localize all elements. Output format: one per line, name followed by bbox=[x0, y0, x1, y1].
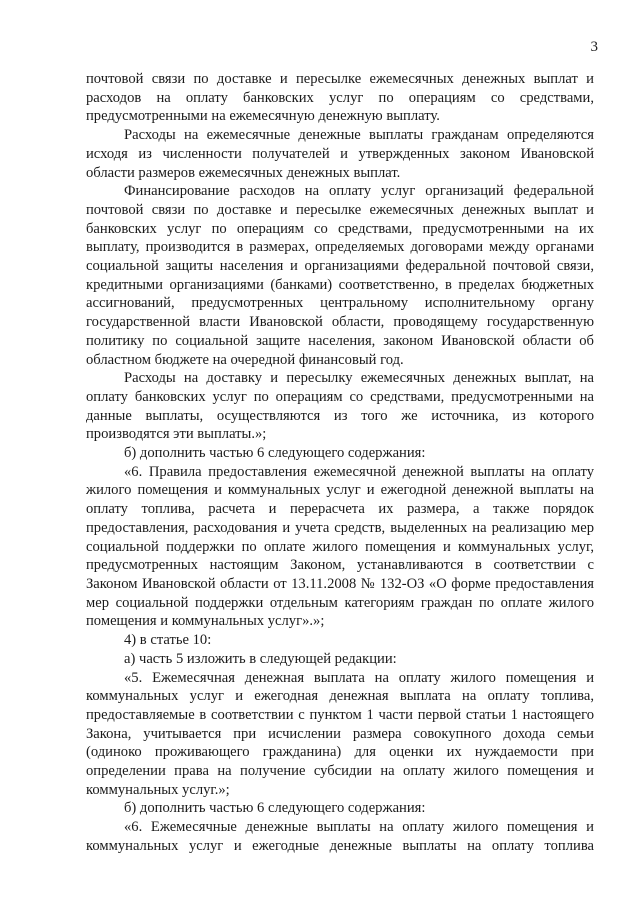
paragraph: «6. Ежемесячные денежные выплаты на оплату жилого помещения и коммунальных услуг и ежегодные денежные выплаты на оплату топлива bbox=[86, 819, 594, 854]
document-body bbox=[86, 70, 594, 856]
page-number: 3 bbox=[590, 39, 598, 55]
paragraph: б) дополнить частью 6 следующего содержания: bbox=[124, 800, 426, 817]
paragraph: Финансирование расходов на оплату услуг организаций федеральной почтовой связи по доставке и пересылке ежемесячных денежных выплат и банковских услуг по операциям со средствами, предусмотренными на их выплату, производится в размерах, определяемых договорами между органами социальной защиты населения и организациями федеральной почтовой связи, кредитными организациями (банками) соответственно, в пределах бюджетных ассигнований, предусмотренных центральному исполнительному органу государственной власти Ивановской области, проводящему государственную политику по социальной защите населения, законом Ивановской области об областном бюджете на очередной финансовый год. bbox=[86, 183, 594, 368]
paragraph: б) дополнить частью 6 следующего содержания: bbox=[124, 445, 426, 462]
paragraph: Расходы на ежемесячные денежные выплаты гражданам определяются исходя из численности получателей и утвержденных законом Ивановской области размеров ежемесячных денежных выплат. bbox=[86, 127, 594, 181]
paragraph: «5. Ежемесячная денежная выплата на оплату жилого помещения и коммунальных услуг и ежегодная денежная выплата на оплату топлива, предоставляемые в соответствии с пунктом 1 части первой статьи 1 настоящего Закона, учитывается при исчислении размера совокупного дохода семьи (одиноко проживающего гражданина) для оценки их нуждаемости при определении права на получение субсидии на оплату жилого помещения и коммунальных услуг.»; bbox=[86, 669, 594, 798]
paragraph: Расходы на доставку и пересылку ежемесячных денежных выплат, на оплату банковских услуг по операциям со средствами, предусмотренными на данные выплаты, осуществляются из того же источника, из которого производятся эти выплаты.»; bbox=[86, 370, 594, 443]
paragraph: почтовой связи по доставке и пересылке ежемесячных денежных выплат и расходов на оплату банковских услуг по операциям со средствами, предусмотренными на ежемесячную денежную выплату. bbox=[86, 71, 594, 125]
paragraph: а) часть 5 изложить в следующей редакции: bbox=[124, 650, 397, 667]
paragraph: «6. Правила предоставления ежемесячной денежной выплаты на оплату жилого помещения и коммунальных услуг и ежегодной денежной выплаты на оплату топлива, расчета и перерасчета их размера, а также порядок предоставления, расходования и учета средств, выделенных на реализацию мер социальной поддержки по оплате жилого помещения и коммунальных услуг, предусмотренных настоящим Законом, устанавливаются в соответствии с Законом Ивановской области от 13.11.2008 № 132-ОЗ «О форме предоставления мер социальной поддержки отдельным категориям граждан по оплате жилого помещения и коммунальных услуг».»; bbox=[86, 463, 594, 630]
paragraph: 4) в статье 10: bbox=[124, 632, 212, 649]
